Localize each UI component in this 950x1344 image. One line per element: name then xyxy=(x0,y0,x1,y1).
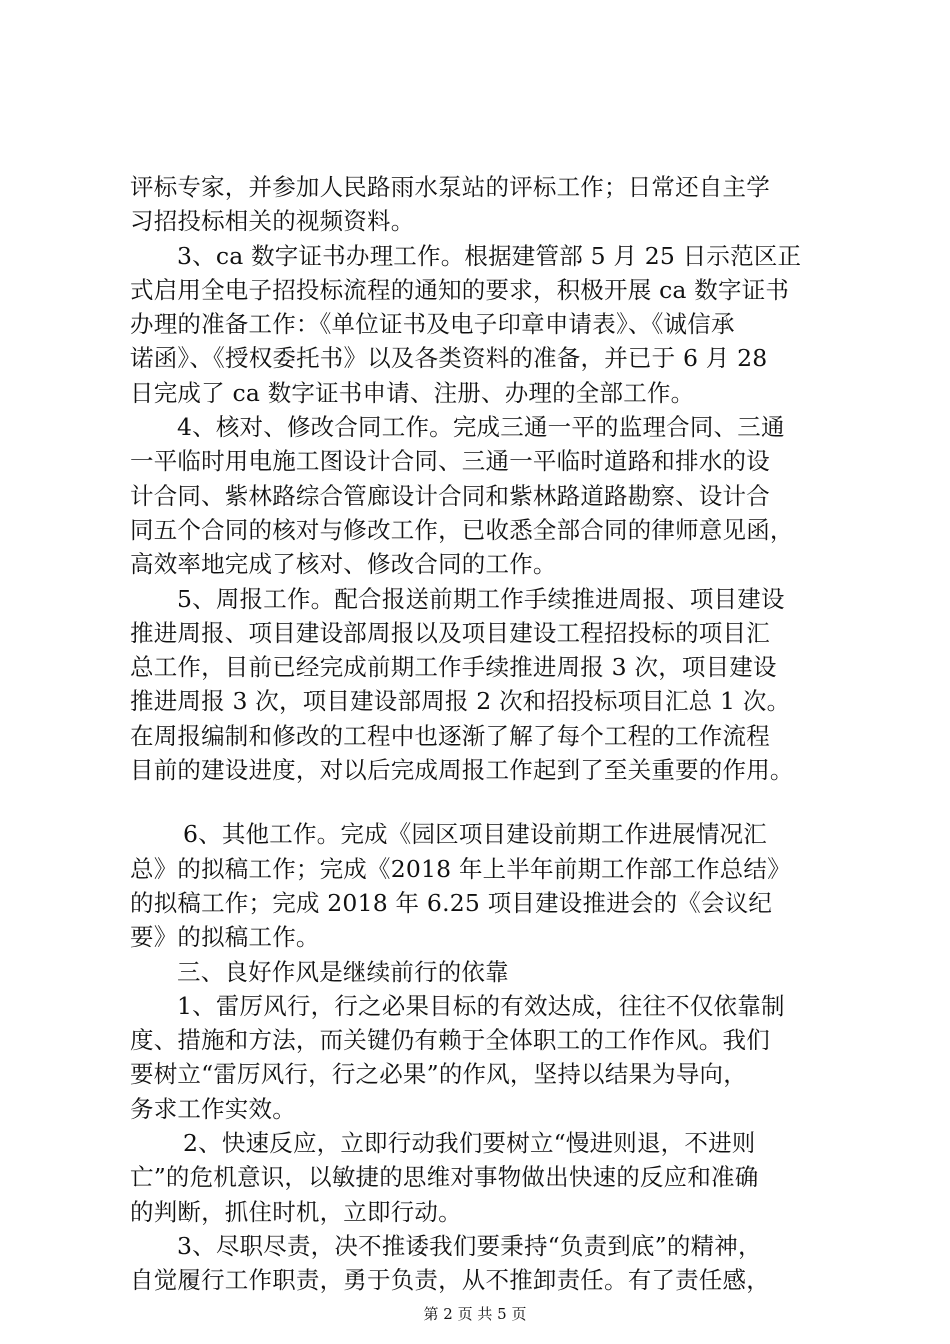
text-line: 高效率地完成了核对、修改合同的工作。 xyxy=(130,550,557,579)
text-line: 诺函》、《授权委托书》以及各类资料的准备，并已于 6 月 28 xyxy=(130,344,768,373)
text-line: 亡”的危机意识，以敏捷的思维对事物做出快速的反应和准确 xyxy=(130,1163,759,1192)
text-line: 同五个合同的核对与修改工作，已收悉全部合同的律师意见函， xyxy=(130,515,794,544)
section-heading: 三、良好作风是继续前行的依靠 xyxy=(177,957,509,986)
text-line: 要树立“雷厉风行，行之必果”的作风，坚持以结果为导向， xyxy=(130,1060,747,1089)
text-line: 总》的拟稿工作；完成《2018 年上半年前期工作部工作总结》 xyxy=(130,854,791,883)
text-line: 办理的准备工作：《单位证书及电子印章申请表》、《诚信承 xyxy=(130,310,735,339)
paragraph-3-start: 3、ca 数字证书办理工作。根据建管部 5 月 25 日示范区正 xyxy=(177,241,802,270)
text-line: 推进周报、项目建设部周报以及项目建设工程招投标的项目汇 xyxy=(130,618,770,647)
text-line: 总工作，目前已经完成前期工作手续推进周报 3 次，项目建设 xyxy=(130,653,777,682)
paragraph-start: 2、快速反应，立即行动我们要树立“慢进则退，不进则 xyxy=(183,1129,756,1158)
text-line: 推进周报 3 次，项目建设部周报 2 次和招投标项目汇总 1 次。 xyxy=(130,687,791,716)
text-line: 要》的拟稿工作。 xyxy=(130,923,320,952)
paragraph-6-start: 6、其他工作。完成《园区项目建设前期工作进展情况汇 xyxy=(183,820,767,849)
text-line: 一平临时用电施工图设计合同、三通一平临时道路和排水的设 xyxy=(130,447,770,476)
text-line: 日完成了 ca 数字证书申请、注册、办理的全部工作。 xyxy=(130,378,695,407)
document-body xyxy=(130,170,820,1298)
text-line: 自觉履行工作职责，勇于负责，从不推卸责任。有了责任感， xyxy=(130,1266,770,1295)
paragraph-4-start: 4、核对、修改合同工作。完成三通一平的监理合同、三通 xyxy=(177,413,785,442)
text-line: 度、措施和方法，而关键仍有赖于全体职工的工作作风。我们 xyxy=(130,1026,770,1055)
paragraph-gap xyxy=(130,787,820,817)
paragraph-5-start: 5、周报工作。配合报送前期工作手续推进周报、项目建设 xyxy=(177,584,785,613)
text-line: 务求工作实效。 xyxy=(130,1094,296,1123)
text-line: 在周报编制和修改的工程中也逐渐了解了每个工程的工作流程 xyxy=(130,721,770,750)
text-line: 目前的建设进度，对以后完成周报工作起到了至关重要的作用。 xyxy=(130,756,794,785)
text-line: 评标专家，并参加人民路雨水泵站的评标工作；日常还自主学 xyxy=(130,173,770,201)
page-number-footer: 第 2 页 共 5 页 xyxy=(423,1305,527,1323)
text-line: 的判断，抓住时机，立即行动。 xyxy=(130,1197,462,1226)
text-line: 式启用全电子招投标流程的通知的要求，积极开展 ca 数字证书 xyxy=(130,275,790,304)
paragraph-start: 1、雷厉风行，行之必果目标的有效达成，往往不仅依靠制 xyxy=(177,991,785,1020)
text-line: 的拟稿工作；完成 2018 年 6.25 项目建设推进会的《会议纪 xyxy=(130,888,773,917)
text-line: 计合同、紫林路综合管廊设计合同和紫林路道路勘察、设计合 xyxy=(130,481,770,510)
paragraph-start: 3、尽职尽责，决不推诿我们要秉持“负责到底”的精神， xyxy=(177,1231,762,1260)
text-line: 习招投标相关的视频资料。 xyxy=(130,207,415,236)
